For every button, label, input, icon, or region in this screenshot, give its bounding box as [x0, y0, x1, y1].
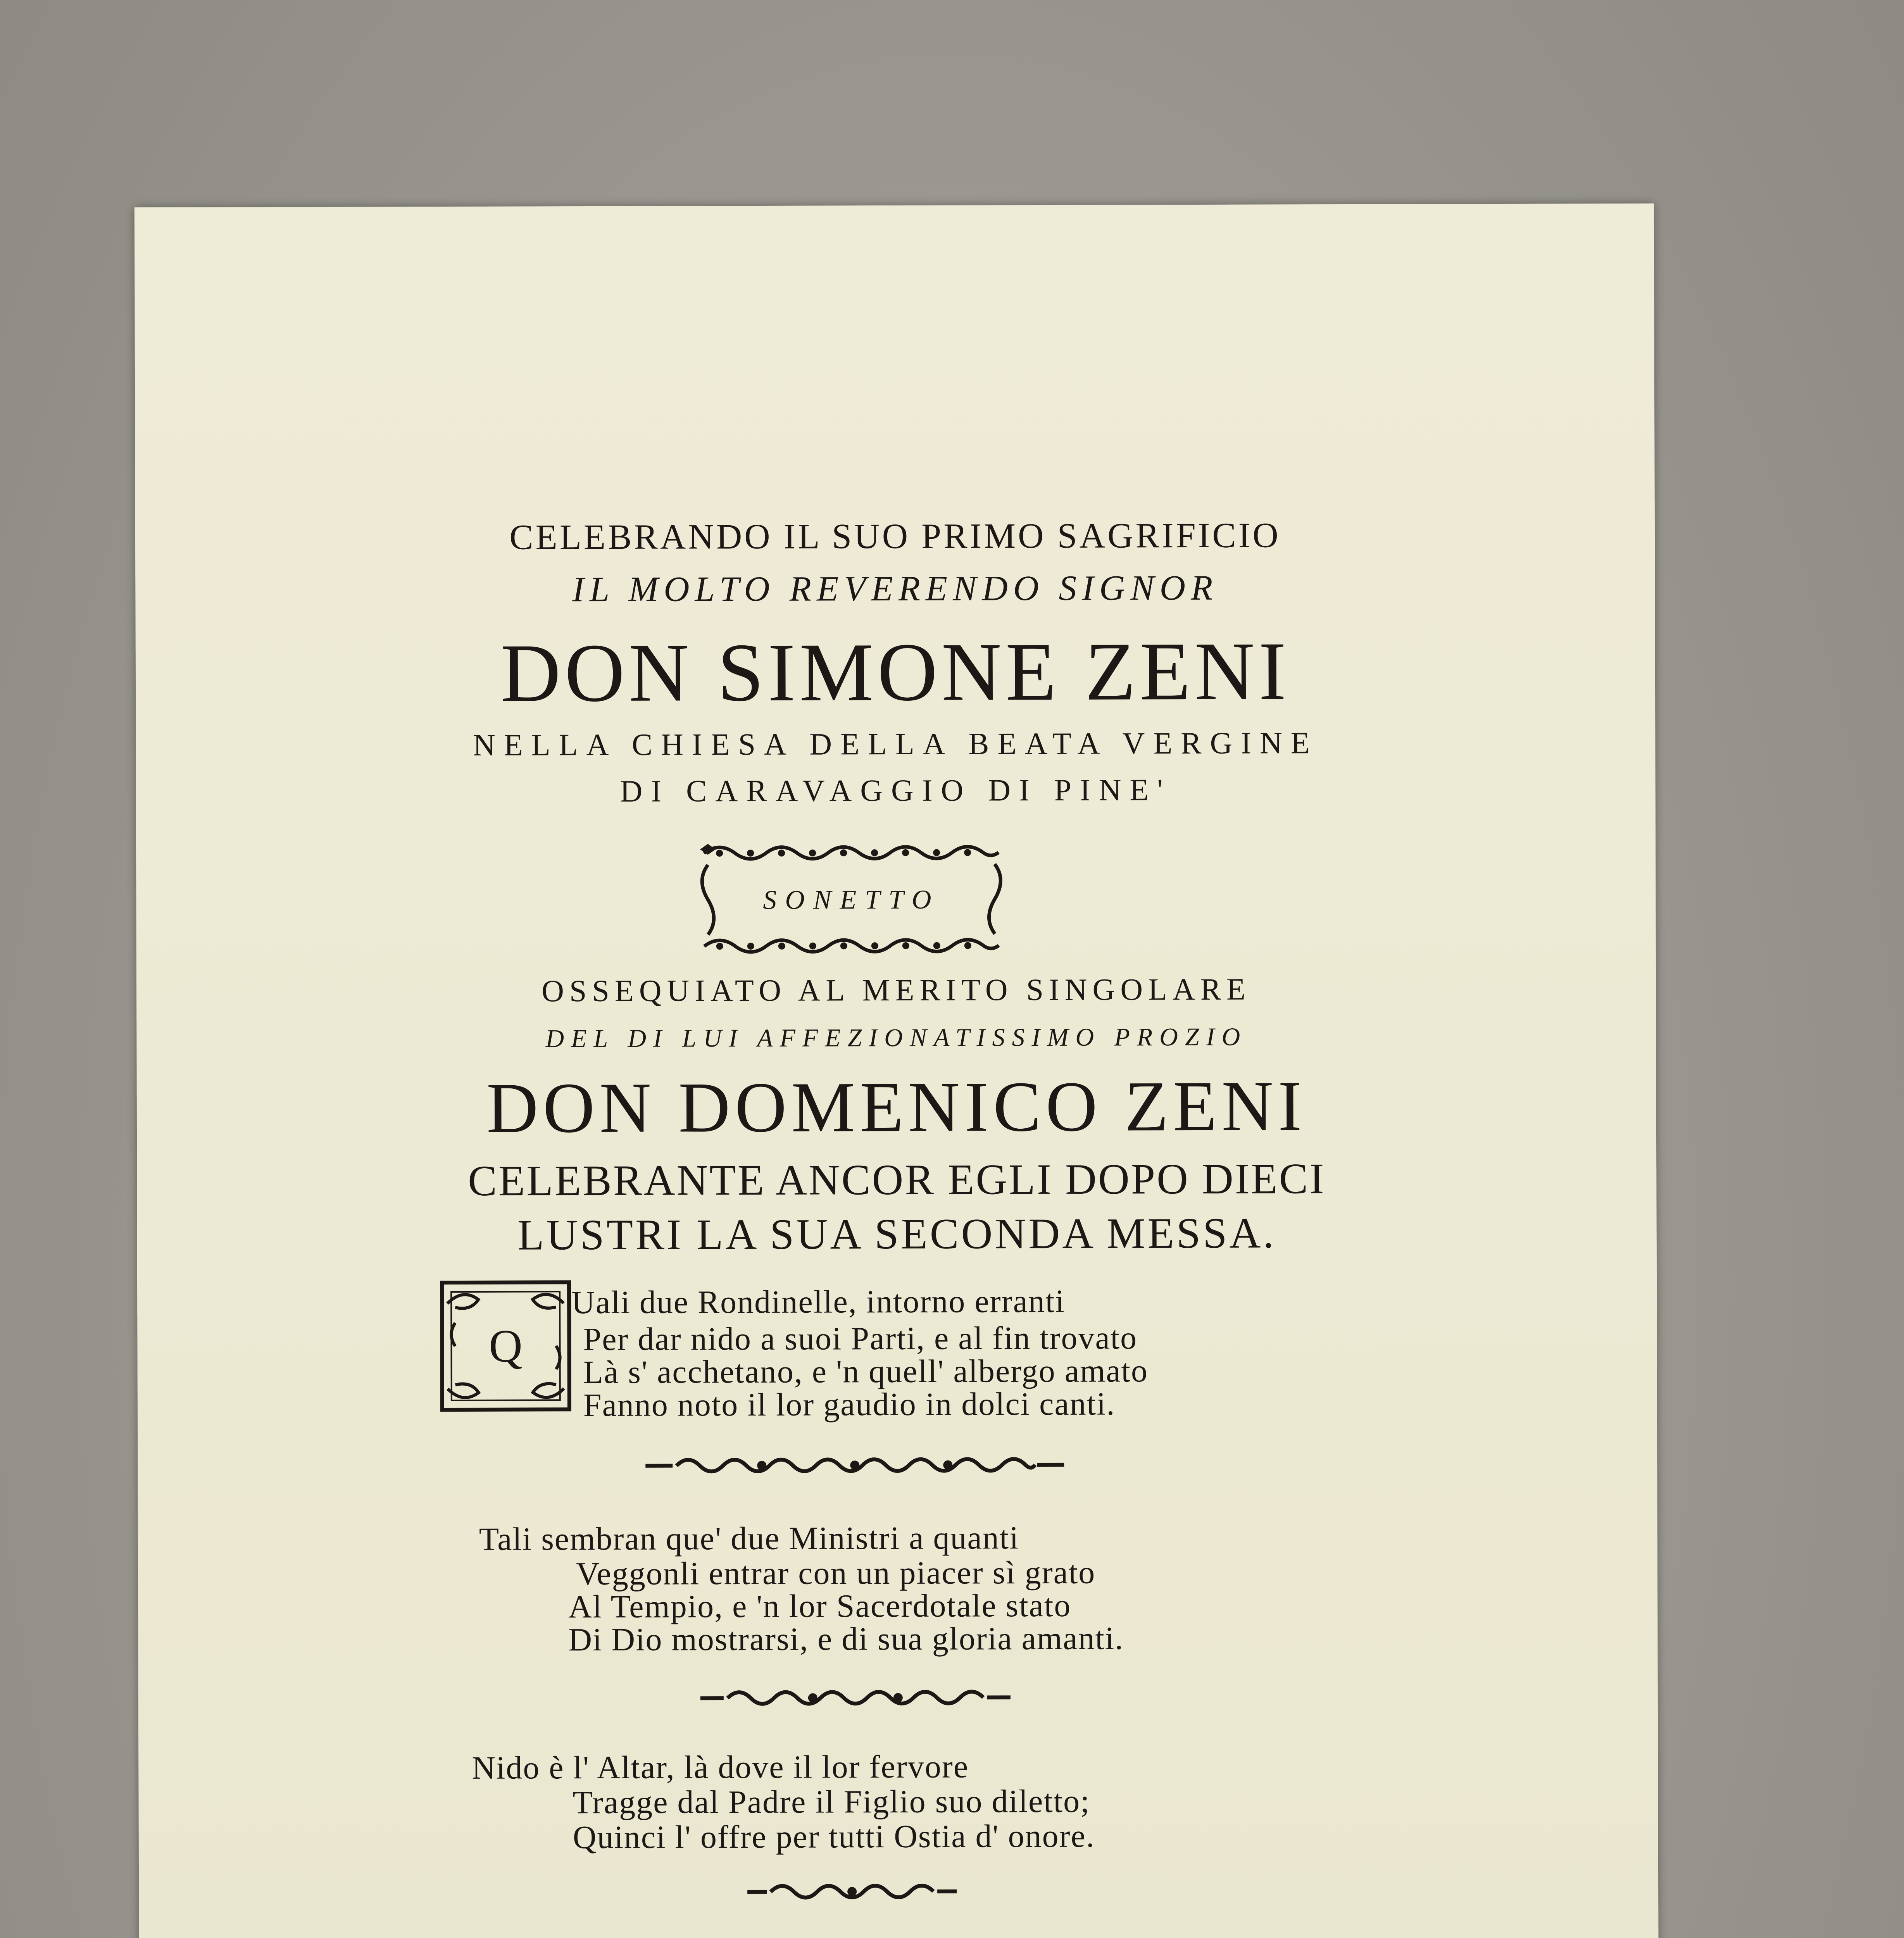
- stanza-2-line-3: Al Tempio, e 'n lor Sacerdotale stato: [568, 1587, 1071, 1625]
- stanza-1-line-2: Per dar nido a suoi Parti, e al fin trovato: [583, 1320, 1138, 1358]
- sonetto-label: SONETTO: [763, 885, 940, 915]
- ornament-divider-2: [697, 1686, 1014, 1712]
- stanza-1-line-1: Uali due Rondinelle, intorno erranti: [571, 1283, 1065, 1321]
- stanza-2-line-4: Di Dio mostrarsi, e di sua gloria amanti.: [568, 1620, 1124, 1658]
- decorated-initial: [440, 1280, 572, 1412]
- initial-letter: Q: [488, 1320, 523, 1372]
- stanza-3-line-2: Tragge dal Padre il Figlio suo diletto;: [573, 1783, 1090, 1821]
- ornament-divider-3: [743, 1880, 961, 1905]
- dedicator-name: DON DOMENICO ZENI: [486, 1066, 1307, 1148]
- heading-line-5: DI CARAVAGGIO DI PINE': [620, 773, 1171, 809]
- broadside-sheet: [135, 203, 1660, 1938]
- stanza-2-line-1: Tali sembran que' due Ministri a quanti: [479, 1520, 1019, 1557]
- dedication-line-1: OSSEQUIATO AL MERITO SINGOLARE: [542, 972, 1251, 1009]
- stanza-1-line-4: Fanno noto il lor gaudio in dolci canti.: [583, 1386, 1116, 1424]
- stanza-3-line-1: Nido è l' Altar, là dove il lor fervore: [472, 1748, 969, 1786]
- heading-line-2: IL MOLTO REVERENDO SIGNOR: [572, 567, 1218, 609]
- dedication-line-5: LUSTRI LA SUA SECONDA MESSA.: [517, 1209, 1276, 1259]
- stanza-1-line-3: Là s' acchetano, e 'n quell' albergo amato: [583, 1353, 1149, 1391]
- stanza-3-line-3: Quinci l' offre per tutti Ostia d' onore.: [573, 1818, 1095, 1856]
- honoree-name: DON SIMONE ZENI: [500, 624, 1290, 719]
- stanza-2-line-2: Veggonli entrar con un piacer sì grato: [576, 1554, 1096, 1592]
- heading-line-1: CELEBRANDO IL SUO PRIMO SAGRIFICIO: [509, 515, 1281, 557]
- heading-line-4: NELLA CHIESA DELLA BEATA VERGINE: [473, 726, 1318, 762]
- ornament-divider-1: [642, 1453, 1068, 1479]
- dedication-line-4: CELEBRANTE ANCOR EGLI DOPO DIECI: [467, 1155, 1326, 1205]
- dedication-line-2: DEL DI LUI AFFEZIONATISSIMO PROZIO: [545, 1022, 1247, 1053]
- sonetto-cartouche: [696, 841, 1007, 958]
